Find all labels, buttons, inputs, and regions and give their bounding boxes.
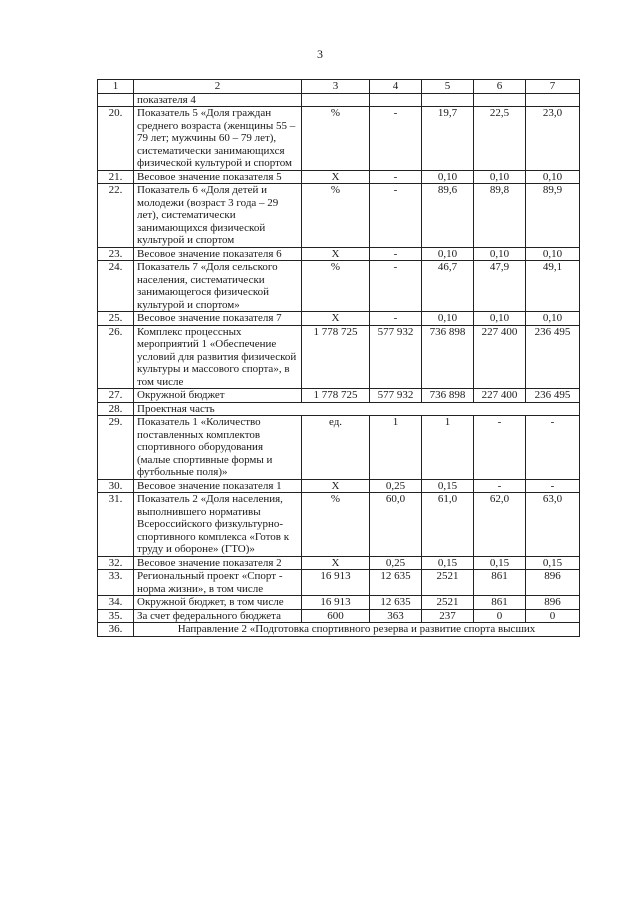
table-row bbox=[98, 325, 580, 389]
value-cell: ед. bbox=[302, 416, 370, 480]
table-row bbox=[98, 389, 580, 403]
value-cell: 19,7 bbox=[422, 107, 474, 171]
value-cell: 0,10 bbox=[474, 247, 526, 261]
row-name-cell: Окружной бюджет bbox=[134, 389, 302, 403]
value-cell: X bbox=[302, 479, 370, 493]
row-name-cell: Комплекс процессных мероприятий 1 «Обеспечение условий для развития физической культуры и массового спорта», в том числе bbox=[134, 325, 302, 389]
value-cell: 60,0 bbox=[370, 493, 422, 557]
value-cell bbox=[370, 93, 422, 107]
value-cell: 2521 bbox=[422, 596, 474, 610]
table-row bbox=[98, 556, 580, 570]
value-cell: - bbox=[370, 312, 422, 326]
value-cell: 227 400 bbox=[474, 389, 526, 403]
row-name-cell: Показатель 1 «Количество поставленных комплектов спортивного оборудования (малые спортивные формы и футбольные поля)» bbox=[134, 416, 302, 480]
row-name-cell: показателя 4 bbox=[134, 93, 302, 107]
column-header: 5 bbox=[422, 80, 474, 94]
value-cell: 0,15 bbox=[474, 556, 526, 570]
column-header: 6 bbox=[474, 80, 526, 94]
value-cell: - bbox=[526, 479, 580, 493]
column-header: 3 bbox=[302, 80, 370, 94]
column-header: 7 bbox=[526, 80, 580, 94]
column-header: 4 bbox=[370, 80, 422, 94]
value-cell: 0 bbox=[474, 609, 526, 623]
row-name-cell: Показатель 2 «Доля населения, выполнившего нормативы Всероссийского физкультурно-спортивного комплекса «Готов к труду и обороне» (ГТО)» bbox=[134, 493, 302, 557]
value-cell bbox=[422, 93, 474, 107]
value-cell: 0,10 bbox=[526, 170, 580, 184]
row-name-cell: Показатель 7 «Доля сельского населения, систематически занимающегося физической культурой и спортом» bbox=[134, 261, 302, 312]
row-number-cell: 35. bbox=[98, 609, 134, 623]
row-number-cell: 20. bbox=[98, 107, 134, 171]
value-cell: 0,10 bbox=[422, 312, 474, 326]
value-cell: 0,10 bbox=[526, 312, 580, 326]
value-cell: 49,1 bbox=[526, 261, 580, 312]
row-number-cell: 23. bbox=[98, 247, 134, 261]
value-cell: 22,5 bbox=[474, 107, 526, 171]
value-cell: 236 495 bbox=[526, 325, 580, 389]
value-cell: 736 898 bbox=[422, 325, 474, 389]
value-cell: 1 778 725 bbox=[302, 389, 370, 403]
value-cell: - bbox=[370, 107, 422, 171]
table-row bbox=[98, 623, 580, 637]
row-name-cell: Показатель 6 «Доля детей и молодежи (возраст 3 года – 29 лет), систематически занимающихся физической культурой и спортом bbox=[134, 184, 302, 248]
section-heading-cell: Направление 2 «Подготовка спортивного резерва и развитие спорта высших bbox=[134, 623, 580, 637]
table-row bbox=[98, 416, 580, 480]
table-row bbox=[98, 493, 580, 557]
value-cell: % bbox=[302, 493, 370, 557]
table-row bbox=[98, 570, 580, 596]
row-number-cell: 26. bbox=[98, 325, 134, 389]
value-cell: - bbox=[370, 184, 422, 248]
row-number-cell: 22. bbox=[98, 184, 134, 248]
value-cell: X bbox=[302, 170, 370, 184]
column-header: 1 bbox=[98, 80, 134, 94]
value-cell: - bbox=[474, 416, 526, 480]
value-cell: 0,10 bbox=[422, 170, 474, 184]
table-row bbox=[98, 93, 580, 107]
value-cell: 861 bbox=[474, 596, 526, 610]
row-number-cell: 30. bbox=[98, 479, 134, 493]
value-cell: % bbox=[302, 184, 370, 248]
value-cell: 89,8 bbox=[474, 184, 526, 248]
row-number-cell: 36. bbox=[98, 623, 134, 637]
table-row bbox=[98, 479, 580, 493]
value-cell: 23,0 bbox=[526, 107, 580, 171]
row-number-cell: 27. bbox=[98, 389, 134, 403]
value-cell: 0,15 bbox=[526, 556, 580, 570]
value-cell: 61,0 bbox=[422, 493, 474, 557]
value-cell bbox=[302, 93, 370, 107]
row-number-cell bbox=[98, 93, 134, 107]
value-cell: 0,10 bbox=[474, 170, 526, 184]
value-cell: 227 400 bbox=[474, 325, 526, 389]
row-name-cell: Региональный проект «Спорт - норма жизни», в том числе bbox=[134, 570, 302, 596]
value-cell: 1 bbox=[422, 416, 474, 480]
value-cell: 896 bbox=[526, 596, 580, 610]
row-number-cell: 25. bbox=[98, 312, 134, 326]
row-name-cell: Весовое значение показателя 2 bbox=[134, 556, 302, 570]
row-number-cell: 29. bbox=[98, 416, 134, 480]
value-cell: 0,25 bbox=[370, 479, 422, 493]
value-cell: 577 932 bbox=[370, 389, 422, 403]
table-row bbox=[98, 609, 580, 623]
table-row bbox=[98, 247, 580, 261]
row-number-cell: 31. bbox=[98, 493, 134, 557]
section-heading-cell: Проектная часть bbox=[134, 402, 580, 416]
row-number-cell: 34. bbox=[98, 596, 134, 610]
value-cell: 63,0 bbox=[526, 493, 580, 557]
row-number-cell: 28. bbox=[98, 402, 134, 416]
table-header-row bbox=[98, 80, 580, 94]
value-cell: 1 778 725 bbox=[302, 325, 370, 389]
value-cell: 896 bbox=[526, 570, 580, 596]
row-number-cell: 32. bbox=[98, 556, 134, 570]
value-cell: 600 bbox=[302, 609, 370, 623]
row-name-cell: Показатель 5 «Доля граждан среднего возраста (женщины 55 – 79 лет; мужчины 60 – 79 лет), систематически занимающихся физической культурой и спортом bbox=[134, 107, 302, 171]
value-cell: 236 495 bbox=[526, 389, 580, 403]
table-row bbox=[98, 261, 580, 312]
value-cell: 0,25 bbox=[370, 556, 422, 570]
value-cell: 577 932 bbox=[370, 325, 422, 389]
table-row bbox=[98, 184, 580, 248]
value-cell: 0 bbox=[526, 609, 580, 623]
value-cell: 363 bbox=[370, 609, 422, 623]
row-number-cell: 21. bbox=[98, 170, 134, 184]
value-cell: 12 635 bbox=[370, 570, 422, 596]
value-cell: 237 bbox=[422, 609, 474, 623]
row-name-cell: Весовое значение показателя 5 bbox=[134, 170, 302, 184]
value-cell: 46,7 bbox=[422, 261, 474, 312]
row-name-cell: Весовое значение показателя 6 bbox=[134, 247, 302, 261]
table-row bbox=[98, 312, 580, 326]
value-cell: X bbox=[302, 556, 370, 570]
value-cell: 0,10 bbox=[474, 312, 526, 326]
row-number-cell: 24. bbox=[98, 261, 134, 312]
value-cell: 89,9 bbox=[526, 184, 580, 248]
value-cell: 736 898 bbox=[422, 389, 474, 403]
table-row bbox=[98, 402, 580, 416]
value-cell: - bbox=[370, 247, 422, 261]
table-row bbox=[98, 107, 580, 171]
value-cell: 62,0 bbox=[474, 493, 526, 557]
value-cell: - bbox=[526, 416, 580, 480]
value-cell: 12 635 bbox=[370, 596, 422, 610]
table-row bbox=[98, 596, 580, 610]
value-cell: 2521 bbox=[422, 570, 474, 596]
value-cell: % bbox=[302, 261, 370, 312]
value-cell: - bbox=[370, 261, 422, 312]
value-cell: 0,15 bbox=[422, 556, 474, 570]
value-cell: X bbox=[302, 312, 370, 326]
value-cell: 0,15 bbox=[422, 479, 474, 493]
column-header: 2 bbox=[134, 80, 302, 94]
value-cell: 0,10 bbox=[422, 247, 474, 261]
value-cell bbox=[474, 93, 526, 107]
value-cell: X bbox=[302, 247, 370, 261]
value-cell: - bbox=[370, 170, 422, 184]
value-cell: 89,6 bbox=[422, 184, 474, 248]
budget-indicators-table bbox=[97, 79, 580, 637]
value-cell: 0,10 bbox=[526, 247, 580, 261]
row-name-cell: Весовое значение показателя 7 bbox=[134, 312, 302, 326]
row-name-cell: Весовое значение показателя 1 bbox=[134, 479, 302, 493]
value-cell: 861 bbox=[474, 570, 526, 596]
value-cell bbox=[526, 93, 580, 107]
page-number: 3 bbox=[317, 47, 323, 61]
row-name-cell: Окружной бюджет, в том числе bbox=[134, 596, 302, 610]
value-cell: 1 bbox=[370, 416, 422, 480]
value-cell: 16 913 bbox=[302, 596, 370, 610]
row-name-cell: За счет федерального бюджета bbox=[134, 609, 302, 623]
value-cell: 47,9 bbox=[474, 261, 526, 312]
value-cell: 16 913 bbox=[302, 570, 370, 596]
value-cell: - bbox=[474, 479, 526, 493]
value-cell: % bbox=[302, 107, 370, 171]
table-row bbox=[98, 170, 580, 184]
row-number-cell: 33. bbox=[98, 570, 134, 596]
